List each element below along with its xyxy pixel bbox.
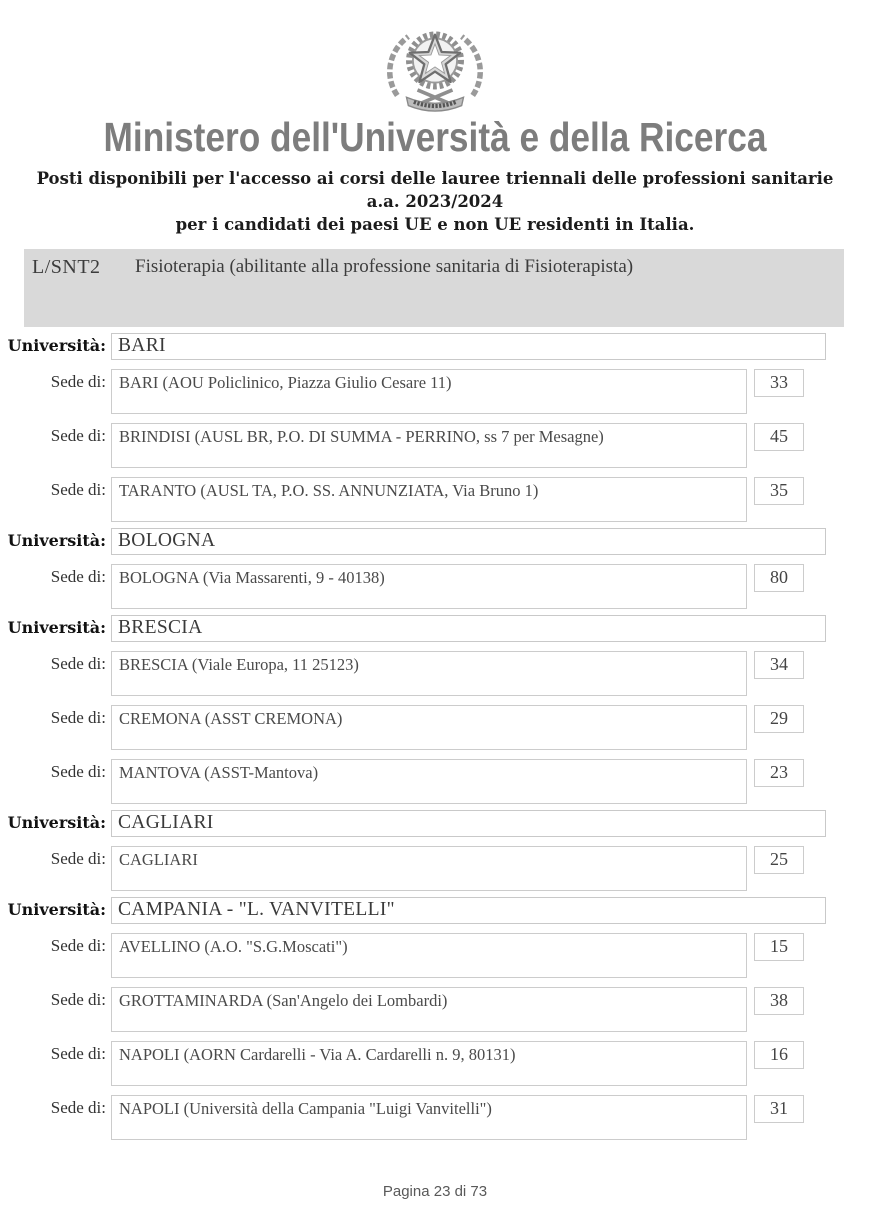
university-name: BOLOGNA	[118, 530, 216, 552]
course-code: L/SNT2	[32, 256, 101, 279]
sede-location: AVELLINO (A.O. "S.G.Moscati")	[119, 937, 348, 957]
sede-row	[0, 1041, 850, 1086]
sede-row	[0, 651, 850, 696]
ministry-title: Ministero dell'Università e della Ricerca	[103, 114, 767, 160]
seats-box	[754, 423, 804, 451]
sede-location-box	[111, 1041, 747, 1086]
seats-box	[754, 369, 804, 397]
sede-label: Sede di:	[50, 426, 106, 446]
sede-label: Sede di:	[50, 480, 106, 500]
university-name-box	[111, 333, 826, 360]
sede-location: CREMONA (ASST CREMONA)	[119, 709, 343, 729]
sede-label: Sede di:	[50, 654, 106, 674]
sede-label: Sede di:	[50, 990, 106, 1010]
sede-row	[0, 423, 850, 468]
sede-row	[0, 933, 850, 978]
italian-republic-emblem-icon	[360, 20, 510, 112]
sede-location: NAPOLI (Università della Campania "Luigi Vanvitelli")	[119, 1099, 492, 1119]
seats-count: 31	[770, 1098, 788, 1119]
page-number: Pagina 23 di 73	[382, 1183, 488, 1200]
university-header-row	[0, 810, 850, 837]
sede-location-box	[111, 369, 747, 414]
sede-label: Sede di:	[50, 1044, 106, 1064]
sede-label: Sede di:	[50, 936, 106, 956]
university-label: Università:	[7, 813, 106, 833]
sede-location: MANTOVA (ASST-Mantova)	[119, 763, 319, 783]
sede-row	[0, 705, 850, 750]
university-header-row	[0, 333, 850, 360]
sede-location-box	[111, 846, 747, 891]
sede-label: Sede di:	[50, 762, 106, 782]
seats-box	[754, 1095, 804, 1123]
header-emblem	[0, 0, 870, 112]
seats-count: 80	[770, 567, 788, 588]
seats-box	[754, 1041, 804, 1069]
sede-location-box	[111, 705, 747, 750]
sede-location: NAPOLI (AORN Cardarelli - Via A. Cardarelli n. 9, 80131)	[119, 1045, 516, 1065]
seats-count: 23	[770, 762, 788, 783]
sede-location-box	[111, 423, 747, 468]
sede-row	[0, 1095, 850, 1140]
sede-location: BARI (AOU Policlinico, Piazza Giulio Cesare 11)	[119, 373, 452, 393]
university-name: BRESCIA	[118, 617, 203, 639]
seats-count: 38	[770, 990, 788, 1011]
course-header-band	[24, 249, 844, 327]
seats-box	[754, 933, 804, 961]
seats-box	[754, 705, 804, 733]
universities-list	[0, 333, 850, 1140]
sede-row	[0, 369, 850, 414]
sede-location: GROTTAMINARDA (San'Angelo dei Lombardi)	[119, 991, 448, 1011]
sede-location-box	[111, 651, 747, 696]
seats-count: 34	[770, 654, 788, 675]
seats-box	[754, 564, 804, 592]
seats-count: 45	[770, 426, 788, 447]
university-header-row	[0, 897, 850, 924]
sede-row	[0, 564, 850, 609]
university-header-row	[0, 615, 850, 642]
subtitle-line-3: per i candidati dei paesi UE e non UE residenti in Italia.	[175, 214, 695, 234]
seats-box	[754, 987, 804, 1015]
sede-location-box	[111, 1095, 747, 1140]
seats-count: 16	[770, 1044, 788, 1065]
university-name: CAMPANIA - "L. VANVITELLI"	[118, 899, 395, 921]
university-name-box	[111, 528, 826, 555]
sede-location-box	[111, 987, 747, 1032]
university-label: Università:	[7, 531, 106, 551]
seats-box	[754, 651, 804, 679]
subtitle-line-1: Posti disponibili per l'accesso ai corsi delle lauree triennali delle professioni sanitarie	[36, 169, 834, 189]
university-name-box	[111, 810, 826, 837]
seats-box	[754, 759, 804, 787]
university-name-box	[111, 897, 826, 924]
sede-row	[0, 846, 850, 891]
university-name: CAGLIARI	[118, 812, 214, 834]
sede-location: BOLOGNA (Via Massarenti, 9 - 40138)	[119, 568, 385, 588]
seats-box	[754, 846, 804, 874]
sede-location: BRESCIA (Viale Europa, 11 25123)	[119, 655, 359, 675]
document-subtitle	[0, 168, 870, 236]
seats-count: 15	[770, 936, 788, 957]
sede-location: BRINDISI (AUSL BR, P.O. DI SUMMA - PERRINO, ss 7 per Mesagne)	[119, 427, 604, 447]
sede-location: TARANTO (AUSL TA, P.O. SS. ANNUNZIATA, Via Bruno 1)	[119, 481, 539, 501]
seats-count: 29	[770, 708, 788, 729]
sede-location-box	[111, 477, 747, 522]
sede-label: Sede di:	[50, 708, 106, 728]
sede-location: CAGLIARI	[119, 850, 198, 870]
seats-box	[754, 477, 804, 505]
sede-location-box	[111, 759, 747, 804]
sede-label: Sede di:	[50, 849, 106, 869]
sede-row	[0, 987, 850, 1032]
sede-label: Sede di:	[50, 372, 106, 392]
seats-count: 25	[770, 849, 788, 870]
seats-count: 35	[770, 480, 788, 501]
university-label: Università:	[7, 336, 106, 356]
sede-location-box	[111, 933, 747, 978]
sede-label: Sede di:	[50, 1098, 106, 1118]
sede-row	[0, 759, 850, 804]
course-name: Fisioterapia (abilitante alla professione sanitaria di Fisioterapista)	[135, 256, 634, 278]
university-label: Università:	[7, 900, 106, 920]
subtitle-line-2: a.a. 2023/2024	[366, 191, 504, 211]
university-name: BARI	[118, 335, 166, 357]
sede-label: Sede di:	[50, 567, 106, 587]
sede-row	[0, 477, 850, 522]
university-header-row	[0, 528, 850, 555]
university-name-box	[111, 615, 826, 642]
sede-location-box	[111, 564, 747, 609]
seats-count: 33	[770, 372, 788, 393]
university-label: Università:	[7, 618, 106, 638]
